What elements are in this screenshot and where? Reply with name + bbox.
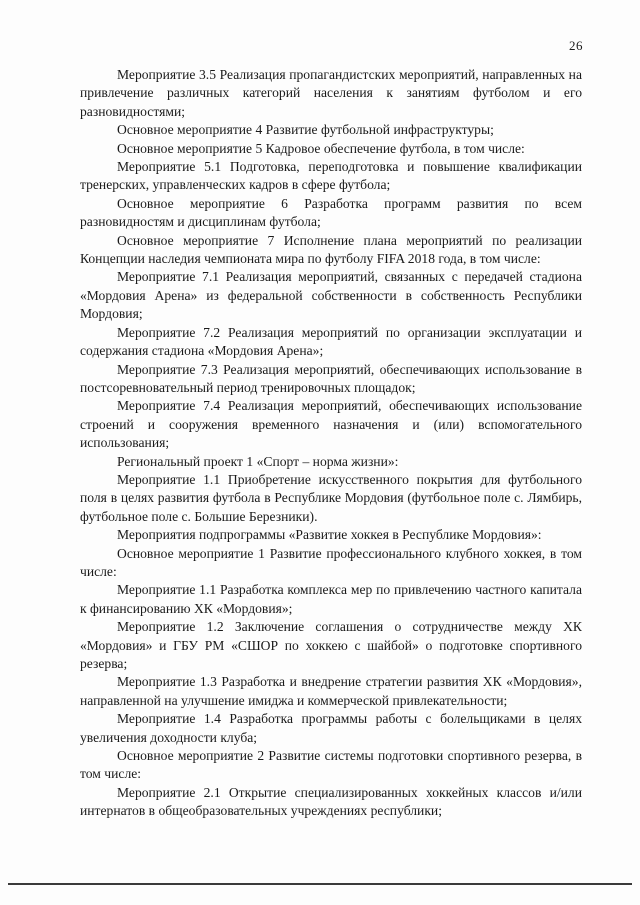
paragraph-7-4: Мероприятие 7.4 Реализация мероприятий, обеспечивающих использование строений и сооружения временного назначения и (или) вспомогательного использования; (80, 398, 582, 451)
paragraph-hockey-1-1: Мероприятие 1.1 Разработка комплекса мер по привлечению частного капитала к финансированию ХК «Мордовия»; (80, 582, 582, 616)
page-number: 26 (569, 38, 583, 53)
paragraph-hockey-main-1: Основное мероприятие 1 Развитие профессионального клубного хоккея, в том числе: (80, 545, 582, 579)
paragraph-main-7: Основное мероприятие 7 Исполнение плана мероприятий по реализации Концепции наследия чемпионата мира по футболу FIFA 2018 года, в том числе: (80, 232, 582, 267)
paragraph-5-1: Мероприятие 5.1 Подготовка, переподготовка и повышение квалификации тренерских, управленческих кадров в сфере футбола; (80, 159, 582, 193)
paragraph-hockey-1-3: Мероприятие 1.3 Разработка и внедрение стратегии развития ХК «Мордовия», направленной на улучшение имиджа и коммерческой привлекательности; (80, 674, 582, 708)
paragraph-hockey-1-2: Мероприятие 1.2 Заключение соглашения о сотрудничестве между ХК «Мордовия» и ГБУ РМ «СШОР по хоккею с шайбой» о подготовке спортивного резерва; (80, 619, 582, 671)
paragraph-7-2: Мероприятие 7.2 Реализация мероприятий по организации эксплуатации и содержания стадиона «Мордовия Арена»; (80, 324, 582, 359)
paragraph-rp-1-1: Мероприятие 1.1 Приобретение искусственного покрытия для футбольного поля в целях развития футбола в Республике Мордовия (футбольное поле с. Лямбирь, футбольное поле с. Большие Березники). (80, 471, 582, 524)
paragraph-main-4: Основное мероприятие 4 Развитие футбольной инфраструктуры; (117, 122, 494, 138)
paragraph-3-5: Мероприятие 3.5 Реализация пропагандистских мероприятий, направленных на привлечение различных категорий населения к занятиям футболом и его разновидностями; (80, 67, 582, 119)
scan-bottom-edge-divider (8, 883, 632, 885)
document-body (80, 66, 582, 821)
paragraph-hockey-2-1: Мероприятие 2.1 Открытие специализированных хоккейных классов и/или интернатов в общеобразовательных учреждениях республики; (80, 784, 582, 819)
paragraph-main-5: Основное мероприятие 5 Кадровое обеспечение футбола, в том числе: (117, 140, 525, 156)
paragraph-7-1: Мероприятие 7.1 Реализация мероприятий, связанных с передачей стадиона «Мордовия Арена» из федеральной собственности в собственность Республики Мордовия; (80, 269, 582, 322)
paragraph-hockey-subprogram: Мероприятия подпрограммы «Развитие хоккея в Республике Мордовия»: (117, 527, 542, 543)
paragraph-regional-project-1: Региональный проект 1 «Спорт – норма жизни»: (117, 453, 399, 469)
paragraph-hockey-main-2: Основное мероприятие 2 Развитие системы подготовки спортивного резерва, в том числе: (80, 748, 582, 782)
paragraph-hockey-1-4: Мероприятие 1.4 Разработка программы работы с болельщиками в целях увеличения доходности клуба; (80, 711, 582, 745)
paragraph-7-3: Мероприятие 7.3 Реализация мероприятий, обеспечивающих использование в постсоревновательный период тренировочных площадок; (80, 361, 582, 395)
paragraph-main-6: Основное мероприятие 6 Разработка программ развития по всем разновидностям и дисциплинам футбола; (80, 195, 582, 230)
